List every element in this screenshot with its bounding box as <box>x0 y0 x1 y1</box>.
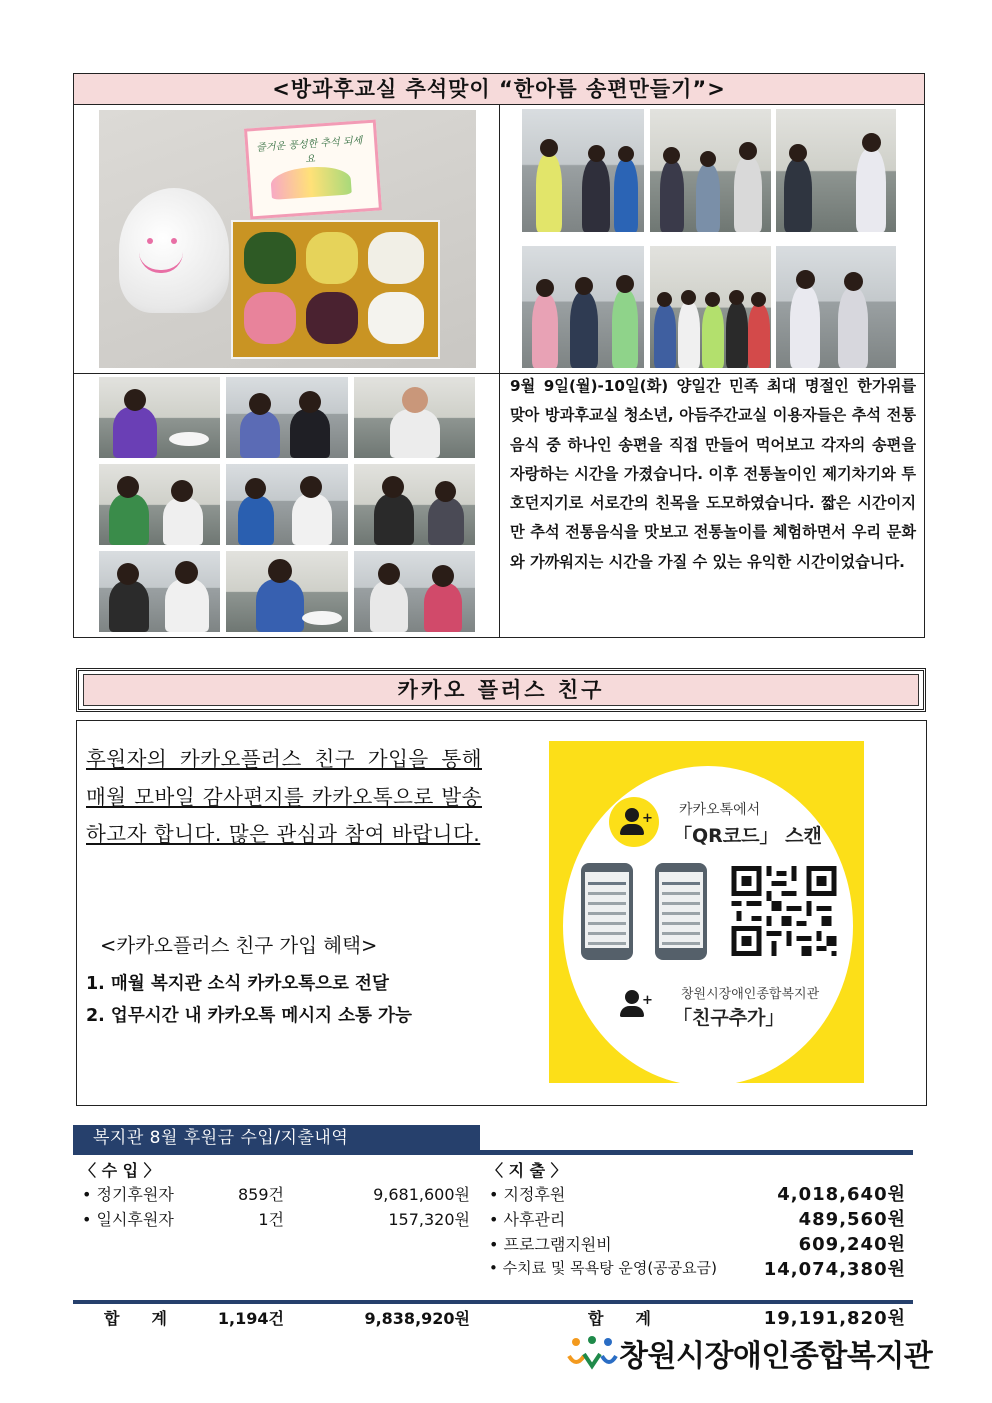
income-amount: 157,320원 <box>388 1210 470 1229</box>
income-amount: 9,681,600원 <box>373 1185 470 1204</box>
benefit-item: 1. 매월 복지관 소식 카카오톡으로 전달 <box>86 974 389 994</box>
expense-total-amount: 19,191,820원 <box>763 1308 906 1329</box>
expense-label: • 수치료 및 목욕탕 운영(공공요금) <box>489 1259 717 1277</box>
event-photo <box>99 551 220 632</box>
event-photo <box>226 377 348 458</box>
income-count: 859건 <box>238 1185 284 1204</box>
event-photo <box>354 377 475 458</box>
event-photo <box>99 464 220 545</box>
income-count: 1건 <box>258 1210 284 1229</box>
event-photo <box>354 551 475 632</box>
event-photo <box>226 551 348 632</box>
org-logo-icon <box>566 1332 618 1372</box>
expense-total-label: 합 계 <box>588 1309 651 1328</box>
add-friend-icon: + <box>609 979 659 1029</box>
qr-line1: 카카오톡에서 <box>679 802 761 818</box>
event-photo <box>650 109 771 232</box>
expense-amount: 4,018,640원 <box>777 1184 906 1205</box>
expense-label: • 프로그램지원비 <box>489 1235 612 1254</box>
event-photo <box>776 109 896 232</box>
income-label: • 일시후원자 <box>82 1210 174 1229</box>
event-photo <box>522 246 644 368</box>
phone-image <box>655 863 707 960</box>
finance-header: 복지관 8월 후원금 수입/지출내역 <box>73 1125 480 1152</box>
finance-divider <box>73 1150 913 1155</box>
org-name: 창원시장애인종합복지관 <box>619 1339 933 1374</box>
income-total-label: 합 계 <box>104 1309 167 1328</box>
qr-line4: 「친구추가」 <box>673 1007 785 1029</box>
event-photo <box>354 464 475 545</box>
expense-label: • 지정후원 <box>489 1185 566 1204</box>
benefits-title: <카카오플러스 친구 가입 혜택> <box>100 934 378 957</box>
expense-amount: 489,560원 <box>798 1209 906 1230</box>
event-description: 9월 9일(월)-10일(화) 양일간 민족 최대 명절인 한가위를 맞아 방과후교실 청소년, 아듬주간교실 이용자들은 추석 전통음식 중 하나인 송편을 직접 만들어 먹어보고 각자의 송편을 자랑하는 시간을 가졌습니다. 이후 전통놀이인 제기차기와 투호던지기로 서로간의 친목을 도모하였습니다. 짧은 시간이지만 추석 전통음식을 맛보고 전통놀이를 체험하면서 우리 문화와 가까워지는 시간을 가질 수 있는 유익한 시간이었습니다. <box>510 377 916 571</box>
phone-image <box>581 863 633 960</box>
event-photo <box>99 377 220 458</box>
event-photo <box>650 246 771 368</box>
income-total-amount: 9,838,920원 <box>364 1309 470 1328</box>
kakao-section-header <box>76 668 926 712</box>
income-total-count: 1,194건 <box>217 1309 284 1328</box>
expense-amount: 609,240원 <box>798 1234 906 1255</box>
event-photo <box>522 109 644 232</box>
event-photo <box>776 246 896 368</box>
kakao-qr-card <box>549 741 864 1083</box>
expense-amount: 14,074,380원 <box>763 1259 906 1280</box>
qr-line3: 창원시장애인종합복지관 <box>681 987 820 1002</box>
event-title: <방과후교실 추석맞이 “한아름 송편만들기”> <box>74 74 924 105</box>
benefit-item: 2. 업무시간 내 카카오톡 메시지 소통 가능 <box>86 1006 412 1026</box>
expense-title: 〈 지 출 〉 <box>487 1161 567 1180</box>
income-label: • 정기후원자 <box>82 1185 174 1204</box>
card-text: 즐거운 풍성한 추석 되세요 <box>255 135 363 166</box>
songpyeon-box-photo <box>99 110 476 368</box>
add-friend-icon: + <box>609 797 659 847</box>
expense-label: • 사후관리 <box>489 1210 566 1229</box>
kakao-description: 후원자의 카카오플러스 친구 가입을 통해 매월 모바일 감사편지를 카카오톡으로 발송하고자 합니다. 많은 관심과 참여 바랍니다. <box>86 747 482 846</box>
qr-code-icon <box>731 866 837 956</box>
income-title: 〈 수 입 〉 <box>80 1161 160 1180</box>
kakao-section-title: 카카오 플러스 친구 <box>83 674 919 706</box>
event-photo <box>226 464 348 545</box>
qr-line2: 「QR코드」 스캔 <box>673 825 822 847</box>
